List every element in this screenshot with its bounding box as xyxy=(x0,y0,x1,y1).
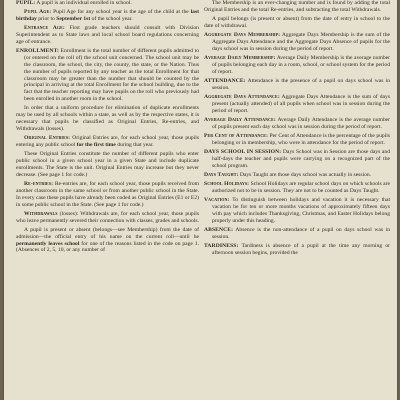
paragraph-text: The Membership is an ever-changing number and is found by adding the total Original Entries and the total Re-entries, and subtracting the total Withdrawals. xyxy=(204,0,390,13)
paragraph xyxy=(204,0,390,14)
definition-term: School Holidays: xyxy=(204,181,250,188)
emphasis-text: for the first time xyxy=(76,141,116,148)
right-column xyxy=(204,0,390,259)
paragraph-text: Absence is the non-attendance of a pupil on days school was in session. xyxy=(212,227,390,240)
emphasis-text: September 1st xyxy=(56,16,91,23)
definition-term: DAYS SCHOOL IN SESSION: xyxy=(204,149,282,156)
paragraph xyxy=(16,0,199,7)
paragraph xyxy=(16,211,199,225)
paragraph-text: Average Daily Attendance is the average number of pupils present each day school was in session during the period of report. xyxy=(212,117,390,130)
paragraph xyxy=(204,243,390,257)
paragraph-text: Average Daily Membership is the average number of pupils belonging each day in a room, school, or school system for the period of report. xyxy=(212,55,390,75)
paragraph xyxy=(16,181,199,208)
paragraph-text: Aggregate Days Attendance is the sum of days present (actually attended) of all pupils when school was in session during the period of report. xyxy=(212,94,391,114)
definition-term: Per Cent of Attendance: xyxy=(204,133,269,140)
paragraph xyxy=(16,48,199,103)
paragraph-text: during that year. xyxy=(117,141,154,148)
paragraph-text: Per Cent of Attendance is the percentage of the pupils belonging or in membership, who were in attendance for the period of report. xyxy=(212,133,390,146)
paragraph-text: To distinguish between holidays and vacation it is necessary that vacation be for ten or more months vacations of approximately fifteen days with pay which includes Thanksgiving, Christmas, and Easter Holidays belong properly under this heading. xyxy=(212,197,390,224)
paragraph-text: First grade teachers should consult with Division Superintendent as to State laws and local school board regulations concerning age of entrance. xyxy=(16,25,199,45)
paragraph xyxy=(204,16,390,30)
paragraph-text: Days Taught are those days school was actually in session. xyxy=(239,172,372,179)
paragraph xyxy=(204,227,390,241)
definition-term: Average Daily Attendance: xyxy=(204,117,276,123)
definition-term: Re-entries: xyxy=(24,180,54,187)
paragraph-text: Enrollment is the total number of different pupils admitted to (or entered on the roll of) the school unit concerned. The school unit may be the classroom, the school, the city, the county, the state, or the Nation. Thus the number of pupils reported by any teacher as the total Enrollment for that classroom may be greater than the number that should be counted by the principal in arriving at the total Enrollment for the school building, due to the fact that the teacher reporting may have pupils on the roll who previously had been enrolled in another room in the school. xyxy=(24,48,199,103)
definition-term: Aggregate Days Membership: xyxy=(204,32,281,39)
definition-term: Days Taught: xyxy=(204,172,239,179)
paragraph xyxy=(204,117,390,131)
paragraph-text: A pupil is present or absent (belongs—see Membership) from the date of admission—the official entry of his name on the current roll—until he xyxy=(16,226,199,240)
paragraph-text: of the school year. xyxy=(91,16,133,23)
paragraph xyxy=(204,197,390,224)
definition-term: Vacation: xyxy=(204,197,230,204)
definition-term: TARDINESS: xyxy=(204,243,239,250)
definition-term: Withdrawals xyxy=(24,210,58,217)
paragraph-text: Days School was in Session are those days and half-days the teacher and pupils were carrying on a recognized part of the school program. xyxy=(212,149,390,169)
paragraph xyxy=(16,25,199,46)
paragraph-text: In order that a uniform procedure for elimination of duplicate enrollments may be used by all schools within a state, as well as by the respective states, it is necessary that pupils be classified as Original Entries, Re-entries, and Withdrawals (losses). xyxy=(16,105,199,132)
paragraph xyxy=(204,32,390,53)
paragraph-text: Tardiness is absence of a pupil at the time any morning or afternoon session begins, provided the xyxy=(212,243,390,257)
paragraph xyxy=(16,9,199,23)
paragraph xyxy=(204,172,390,179)
paragraph xyxy=(204,133,390,147)
document-page xyxy=(4,0,397,400)
left-column xyxy=(16,0,199,257)
paragraph-text: Pupil Age for any school year is the age of the child at the xyxy=(53,9,189,16)
paragraph-text: A pupil is an individual enrolled in school. xyxy=(36,0,132,6)
paragraph xyxy=(204,55,390,76)
paragraph-text: Aggregate Days Membership is the sum of the Aggregate Days Attendance and the Aggregate Days Absence of pupils for the days school was in session during the period of report. xyxy=(212,32,391,52)
definition-term: Pupil Age: xyxy=(24,9,52,16)
paragraph xyxy=(204,181,390,195)
definition-term: ENROLLMENT: xyxy=(16,48,59,55)
paragraph-text: Re-entries are, for each school year, those pupils received from another classroom in the same school or from another public school in the State. In every case these pupils have already been coded as Original Entries (E1 or E2) in some public school in the State. (See page 1 for code.) xyxy=(16,180,199,208)
paragraph-text: These Original Entries constitute the number of different pupils who enter public school in a given school year in a given State and include duplicate enrollments. The State is the unit. Original Entries may increase but they never decrease. (See page 1 for code.) xyxy=(16,151,199,178)
paragraph-text: Attendance is the presence of a pupil on days school was in session. xyxy=(212,78,391,91)
emphasis-text: permanently leaves school xyxy=(16,240,80,247)
paragraph xyxy=(16,105,199,132)
paragraph xyxy=(204,78,390,92)
definition-term: PUPIL: xyxy=(16,0,36,6)
definition-term: Entrance Age: xyxy=(24,25,65,32)
definition-term: ATTENDANCE: xyxy=(204,78,246,84)
paragraph xyxy=(16,135,199,149)
definition-term: Average Daily Membership: xyxy=(204,55,276,62)
definition-term: Aggregate Days Attendance: xyxy=(204,94,280,101)
paragraph-text: for one of the reasons listed in the code on page 1. (Absences of 2, 5, 10, or any number of xyxy=(16,240,199,254)
paragraph xyxy=(16,227,199,254)
paragraph xyxy=(204,149,390,170)
emphasis-text: last birthday xyxy=(16,9,199,23)
paragraph-text: Original Entries are, for each school year, those pupils entering any public school xyxy=(16,135,199,148)
paragraph-text: A pupil belongs (is present or absent) from the date of entry in school to the date of withdrawal. xyxy=(204,16,390,29)
paragraph-text: School Holidays are regular school days on which schools are authorized not to be in session. They are not to be counted as Days Taught. xyxy=(212,181,391,195)
definition-term: Original Entries: xyxy=(24,135,71,142)
paragraph xyxy=(204,94,390,115)
definition-term: ABSENCE: xyxy=(204,227,234,234)
paragraph xyxy=(16,151,199,178)
paragraph-text: (losses): Withdrawals are, for each school year, those pupils who leave permanently severed their connection with classes, grades and schools. xyxy=(16,210,200,224)
paragraph-text: prior to xyxy=(38,16,55,23)
